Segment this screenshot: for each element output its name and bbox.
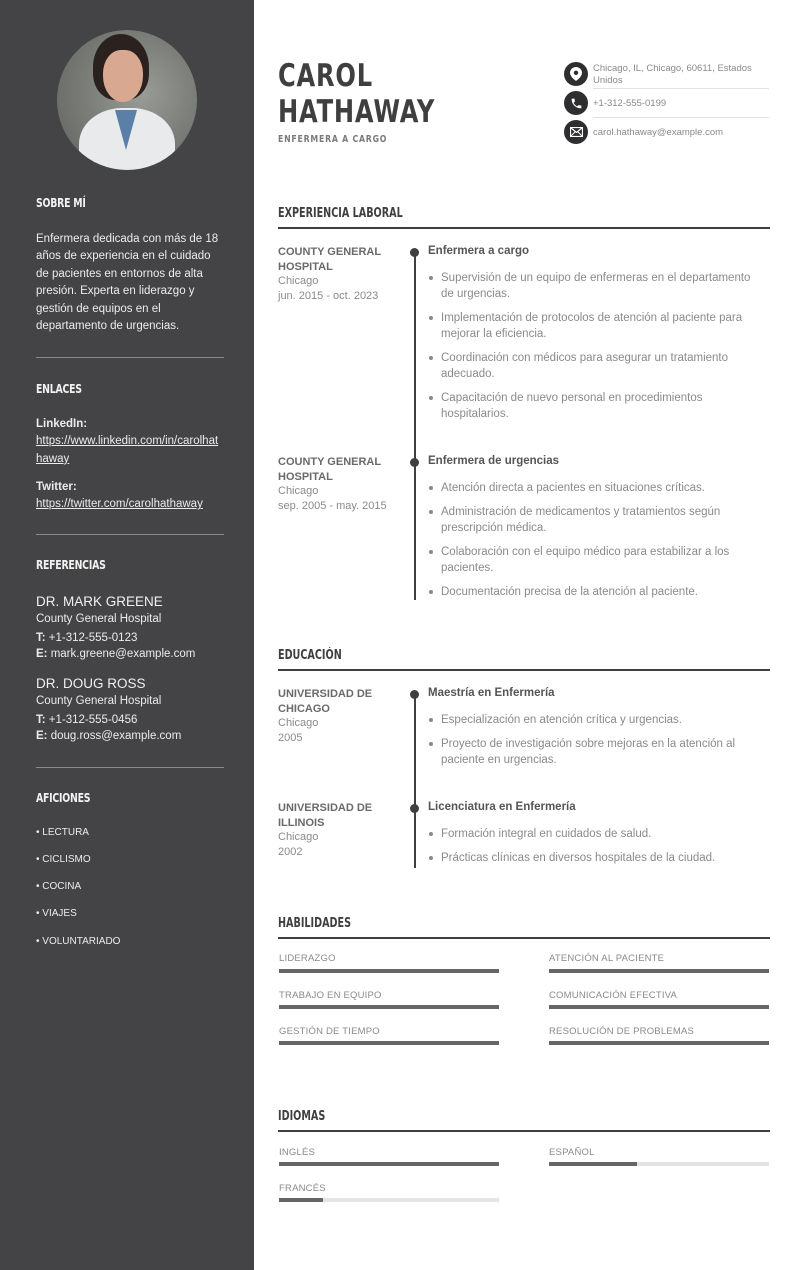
address-text: Chicago, IL, Chicago, 60611, Estados Unidos — [593, 63, 752, 86]
phone-icon — [564, 91, 588, 115]
bullet-item: Colaboración con el equipo médico para estabilizar a los pacientes. — [428, 544, 766, 576]
references-heading: REFERENCIAS — [36, 558, 106, 572]
skill-bar-fill — [549, 1005, 769, 1009]
employer-location: Chicago — [278, 485, 319, 497]
reference-email-value: doug.ross@example.com — [50, 730, 182, 742]
contact-divider — [593, 88, 769, 89]
skill-bar-fill — [549, 969, 769, 973]
reference-org: County General Hospital — [36, 613, 162, 625]
skill-bar-fill — [279, 1005, 499, 1009]
links-heading: ENLACES — [36, 382, 82, 396]
graduation-year: 2002 — [278, 845, 303, 858]
candidate-name — [278, 58, 435, 130]
reference-phone-value: +1-312-555-0123 — [48, 632, 138, 644]
skill-bar — [279, 1041, 499, 1045]
sidebar-divider — [36, 767, 224, 768]
job-role: Enfermera a cargo — [428, 245, 529, 257]
sidebar — [0, 0, 254, 1270]
language-label: ESPAÑOL — [549, 1147, 595, 1158]
skill-bar — [549, 969, 769, 973]
bullet-item: Formación integral en cuidados de salud. — [428, 826, 766, 842]
timeline-dot — [410, 248, 419, 257]
sidebar-divider — [36, 357, 224, 358]
twitter-link[interactable]: https://twitter.com/carolhathaway — [36, 498, 203, 511]
section-divider — [278, 669, 770, 671]
graduation-year: 2005 — [278, 731, 303, 744]
skill-bar — [549, 1005, 769, 1009]
reference-email-value: mark.greene@example.com — [50, 648, 196, 660]
reference-phone — [36, 630, 221, 646]
job-role: Enfermera de urgencias — [428, 455, 560, 467]
bullet-item: Supervisión de un equipo de enfermeras en el departamento de urgencias. — [428, 270, 766, 302]
bullet-item: Coordinación con médicos para asegurar un tratamiento adecuado. — [428, 350, 766, 382]
email-text: carol.hathaway@example.com — [593, 127, 724, 138]
experience-heading: EXPERIENCIA LABORAL — [278, 206, 403, 221]
bullet-item: Implementación de protocolos de atención al paciente para mejorar la eficiencia. — [428, 310, 766, 342]
bullet-item: Capacitación de nuevo personal en procedimientos hospitalarios. — [428, 390, 766, 422]
skill-label: GESTIÓN DE TIEMPO — [279, 1026, 380, 1037]
bullet-item: Atención directa a pacientes en situaciones críticas. — [428, 480, 766, 496]
section-divider — [278, 227, 770, 229]
experience-meta — [278, 245, 388, 303]
reference-phone — [36, 712, 221, 728]
bullet-item: Proyecto de investigación sobre mejoras en la atención al paciente en urgencias. — [428, 736, 766, 768]
section-divider — [278, 937, 770, 939]
skill-label: LIDERAZGO — [279, 953, 336, 964]
skill-bar-fill — [549, 1041, 769, 1045]
about-text: Enfermera dedicada con más de 18 años de experiencia en el cuidado de pacientes en entornos de alta presión. Experta en liderazgo y gestión de equipos en el departamento de urgencias. — [36, 233, 219, 333]
reference-name: DR. DOUG ROSS — [36, 676, 146, 691]
language-label: INGLÉS — [279, 1147, 316, 1158]
bullet-item: Administración de medicamentos y tratamientos según prescripción médica. — [428, 504, 766, 536]
skill-bar-fill — [279, 1041, 499, 1045]
language-bar-fill — [279, 1162, 499, 1166]
profile-photo — [57, 30, 197, 170]
bullet-item: Prácticas clínicas en diversos hospitales de la ciudad. — [428, 850, 766, 866]
skill-bar — [279, 969, 499, 973]
reference-name: DR. MARK GREENE — [36, 594, 163, 609]
reference-email-label: E: — [36, 730, 48, 742]
education-heading: EDUCACIÓN — [278, 648, 342, 663]
linkedin-label: LinkedIn: — [36, 418, 88, 430]
employer-name: COUNTY GENERAL HOSPITAL — [278, 246, 381, 273]
name-last: HATHAWAY — [278, 94, 436, 130]
reference-email-label: E: — [36, 648, 48, 660]
degree-name: Licenciatura en Enfermería — [428, 801, 576, 813]
timeline-line — [414, 252, 416, 600]
skills-heading: HABILIDADES — [278, 916, 352, 931]
reference-phone-label: T: — [36, 632, 46, 644]
linkedin-block — [36, 416, 221, 468]
phone-text: +1-312-555-0199 — [593, 98, 667, 109]
education-meta — [278, 687, 388, 745]
reference-email — [36, 728, 221, 744]
hobby-item: • COCINA — [36, 881, 82, 892]
hobby-item: • VOLUNTARIADO — [36, 936, 121, 947]
sidebar-divider — [36, 534, 224, 535]
twitter-label: Twitter: — [36, 481, 77, 493]
degree-name: Maestría en Enfermería — [428, 687, 555, 699]
linkedin-link[interactable]: https://www.linkedin.com/in/carolhathaway — [36, 435, 219, 465]
language-label: FRANCÉS — [279, 1183, 326, 1194]
skill-bar-fill — [279, 969, 499, 973]
reference-item — [36, 675, 221, 744]
timeline-dot — [410, 690, 419, 699]
school-name: UNIVERSIDAD DE ILLINOIS — [278, 802, 373, 829]
location-pin-icon — [564, 62, 588, 86]
bullet-item: Especialización en atención crítica y urgencias. — [428, 712, 766, 728]
languages-heading: IDIOMAS — [278, 1109, 326, 1124]
employment-dates: sep. 2005 - may. 2015 — [278, 499, 387, 512]
school-location: Chicago — [278, 831, 319, 843]
photo-face — [103, 50, 143, 102]
reference-phone-label: T: — [36, 714, 46, 726]
timeline-dot — [410, 804, 419, 813]
employer-location: Chicago — [278, 275, 319, 287]
hobbies-heading: AFICIONES — [36, 791, 91, 805]
language-bar — [279, 1162, 499, 1166]
reference-phone-value: +1-312-555-0456 — [48, 714, 138, 726]
about-heading: SOBRE MÍ — [36, 196, 86, 210]
language-bar-fill — [279, 1198, 323, 1202]
reference-email — [36, 646, 221, 662]
skill-label: ATENCIÓN AL PACIENTE — [549, 953, 665, 964]
timeline-line — [414, 694, 416, 868]
school-name: UNIVERSIDAD DE CHICAGO — [278, 688, 373, 715]
hobby-item: • CICLISMO — [36, 854, 91, 865]
job-bullets — [428, 270, 766, 430]
skill-label: COMUNICACIÓN EFECTIVA — [549, 990, 678, 1001]
reference-item — [36, 593, 221, 662]
experience-meta — [278, 455, 388, 513]
employment-dates: jun. 2015 - oct. 2023 — [278, 289, 379, 302]
skill-label: RESOLUCIÓN DE PROBLEMAS — [549, 1026, 695, 1037]
timeline-dot — [410, 458, 419, 467]
section-divider — [278, 1130, 770, 1132]
hobby-item: • VIAJES — [36, 908, 77, 919]
degree-bullets — [428, 712, 766, 776]
skill-label: TRABAJO EN EQUIPO — [279, 990, 382, 1001]
employer-name: COUNTY GENERAL HOSPITAL — [278, 456, 381, 483]
job-title: ENFERMERA A CARGO — [278, 134, 388, 145]
main-content — [254, 0, 794, 1270]
skill-bar — [279, 1005, 499, 1009]
bullet-item: Documentación precisa de la atención al paciente. — [428, 584, 766, 600]
contact-divider — [593, 117, 769, 118]
degree-bullets — [428, 826, 766, 874]
reference-org: County General Hospital — [36, 695, 162, 707]
education-meta — [278, 801, 388, 859]
language-bar — [549, 1162, 769, 1166]
name-first: CAROL — [278, 58, 373, 94]
language-bar-fill — [549, 1162, 637, 1166]
language-bar — [279, 1198, 499, 1202]
job-bullets — [428, 480, 766, 608]
twitter-block — [36, 479, 221, 514]
envelope-icon — [564, 120, 588, 144]
skill-bar — [549, 1041, 769, 1045]
school-location: Chicago — [278, 717, 319, 729]
hobby-item: • LECTURA — [36, 827, 89, 838]
